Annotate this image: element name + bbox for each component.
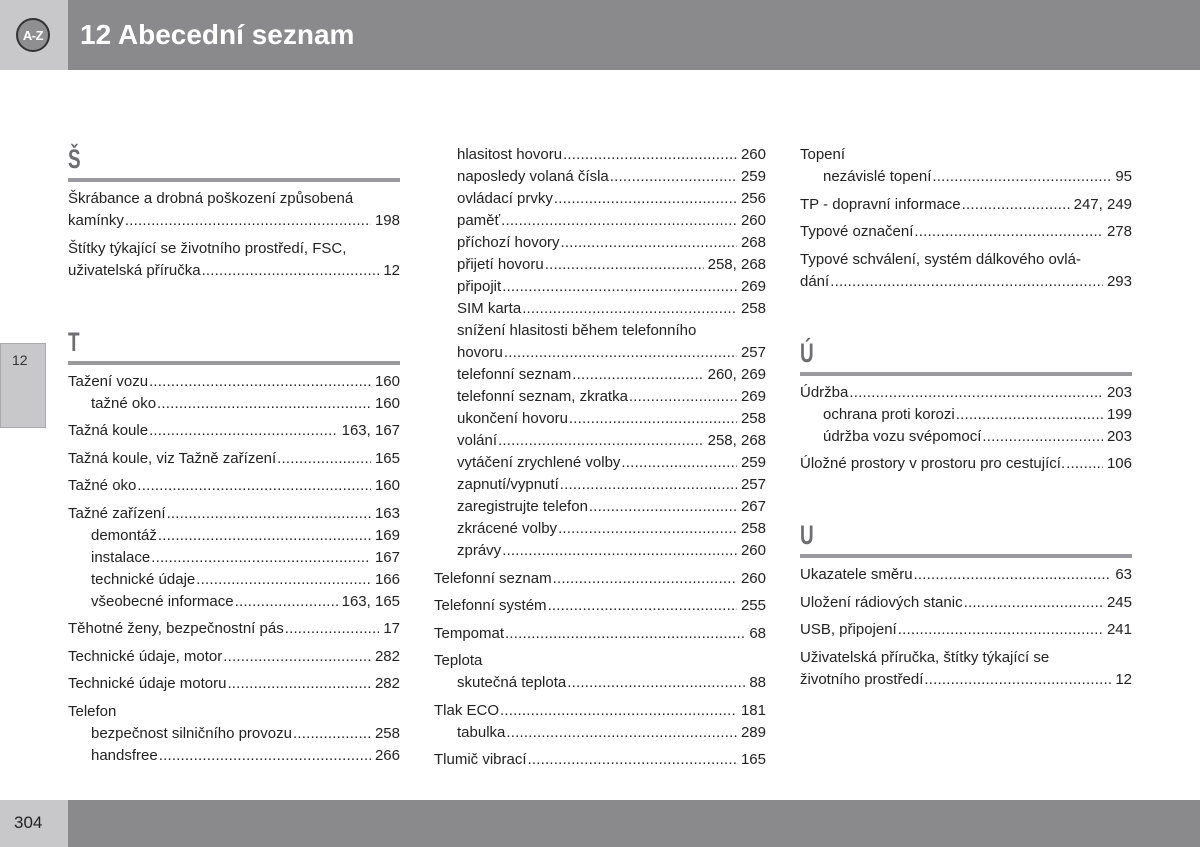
entry-text: Uložení rádiových stanic <box>800 593 963 611</box>
page-reference[interactable]: 257 <box>740 476 766 493</box>
dot-leader <box>157 393 371 415</box>
entry-text: dání <box>800 272 830 290</box>
page-reference[interactable]: 160 <box>374 477 400 494</box>
entry-text: tažné oko <box>91 394 157 412</box>
page-reference[interactable]: 266 <box>374 746 400 764</box>
page-reference[interactable]: 166 <box>374 570 400 588</box>
page-reference[interactable]: 167 <box>374 548 400 566</box>
index-entry <box>68 371 400 415</box>
entry-text: Škrábance a drobná poškození způsobená <box>68 190 354 207</box>
page-reference[interactable]: 169 <box>374 526 400 544</box>
index-line <box>434 568 766 590</box>
page-reference[interactable]: 258, 268 <box>707 256 766 273</box>
entry-text: Tažné zařízení <box>68 504 166 522</box>
page-reference[interactable]: 289 <box>740 723 766 741</box>
index-column-3 <box>800 144 1132 691</box>
page-reference[interactable]: 163, 167 <box>341 422 400 439</box>
entry-text: zaregistrujte telefon <box>457 498 588 515</box>
dot-leader <box>962 194 1070 216</box>
index-line <box>434 595 766 617</box>
dot-leader <box>830 271 1103 293</box>
entry-text: SIM karta <box>457 300 522 317</box>
dot-leader <box>964 592 1103 614</box>
page-reference[interactable]: 269 <box>740 388 766 405</box>
dot-leader <box>528 749 737 771</box>
dot-leader <box>554 188 737 210</box>
index-subentry <box>434 496 766 518</box>
entry-text: hovoru <box>457 344 503 361</box>
index-line <box>800 564 1132 586</box>
index-subentry <box>68 745 400 767</box>
page-reference[interactable]: 241 <box>1106 621 1132 638</box>
index-subentry <box>434 276 766 298</box>
entry-text: Tlumič vibrací <box>434 751 527 768</box>
index-entry <box>68 475 400 497</box>
chapter-number: 12 <box>12 352 28 368</box>
page-reference[interactable]: 199 <box>1106 405 1132 423</box>
entry-text: Telefon <box>68 702 117 720</box>
page-reference[interactable]: 260 <box>740 569 766 587</box>
page-reference[interactable]: 245 <box>1106 593 1132 611</box>
page-reference[interactable]: 88 <box>749 674 766 691</box>
index-line <box>800 194 1132 216</box>
entry-text: nezávislé topení <box>823 168 932 185</box>
index-line <box>68 673 400 695</box>
page-reference[interactable]: 260 <box>740 542 766 559</box>
index-line <box>434 749 766 771</box>
entry-text: Těhotné ženy, bezpečnostní pás <box>68 620 284 637</box>
dot-leader <box>500 700 737 722</box>
dot-leader <box>553 568 737 590</box>
entry-text: zkrácené volby <box>457 520 558 537</box>
index-subentry <box>434 254 766 276</box>
index-subentry <box>434 342 766 364</box>
page-reference[interactable]: 282 <box>374 675 400 692</box>
entry-text: bezpečnost silničního provozu <box>91 724 292 742</box>
dot-leader <box>235 591 338 613</box>
entry-text: Tempomat <box>434 624 505 642</box>
page-reference[interactable]: 267 <box>740 498 766 515</box>
entry-text: ovládací prvky <box>457 190 553 207</box>
dot-leader <box>293 723 371 745</box>
index-entry <box>800 194 1132 216</box>
page-reference[interactable]: 278 <box>1106 223 1132 240</box>
index-entry <box>800 564 1132 586</box>
dot-leader <box>223 646 371 668</box>
entry-text: technické údaje <box>91 570 196 588</box>
index-subentry <box>434 364 766 386</box>
index-line <box>800 271 1132 293</box>
dot-leader <box>149 420 338 442</box>
entry-text: Technické údaje motoru <box>68 675 227 692</box>
dot-leader <box>932 166 1111 188</box>
dot-leader <box>502 276 737 298</box>
entry-text: skutečná teplota <box>457 674 567 691</box>
index-entry <box>68 673 400 695</box>
dot-leader <box>227 673 371 695</box>
page-number: 304 <box>14 813 43 832</box>
entry-text: přijetí hovoru <box>457 256 544 273</box>
page-reference[interactable]: 260, 269 <box>707 366 766 383</box>
index-entry <box>800 382 1132 448</box>
index-entry <box>434 749 766 771</box>
index-line <box>800 619 1132 641</box>
index-line <box>800 647 1132 669</box>
index-subentry <box>434 408 766 430</box>
index-entry <box>68 618 400 640</box>
divider <box>800 372 1132 376</box>
dot-leader <box>561 232 737 254</box>
letter-heading <box>800 520 1132 564</box>
dot-leader <box>522 298 737 320</box>
page-reference[interactable]: 163 <box>374 504 400 522</box>
dot-leader <box>277 448 371 470</box>
dot-leader <box>569 408 737 430</box>
dot-leader <box>502 540 737 562</box>
page-reference[interactable]: 160 <box>374 394 400 412</box>
entry-text: Údržba <box>800 383 849 401</box>
index-line <box>68 420 400 442</box>
index-entry <box>800 249 1132 293</box>
page-reference[interactable]: 259 <box>740 168 766 185</box>
dot-leader <box>159 745 371 767</box>
index-entry <box>68 238 400 282</box>
dot-leader <box>196 569 371 591</box>
index-line <box>68 371 400 393</box>
dot-leader <box>505 623 745 645</box>
index-subentry <box>434 298 766 320</box>
dot-leader <box>572 364 703 386</box>
dot-leader <box>629 386 737 408</box>
entry-text: telefonní seznam <box>457 366 572 383</box>
letter: Š <box>68 144 81 174</box>
dot-leader <box>545 254 704 276</box>
page-reference[interactable]: 165 <box>740 751 766 768</box>
index-entry <box>800 453 1132 475</box>
entry-text: snížení hlasitosti během telefonního <box>457 322 697 339</box>
page-reference[interactable]: 256 <box>740 190 766 207</box>
entry-text: zprávy <box>457 542 502 559</box>
index-line <box>800 382 1132 404</box>
page-title: 12 Abecední seznam <box>80 19 355 50</box>
index-entry <box>434 650 766 694</box>
index-line <box>434 700 766 722</box>
entry-text: telefonní seznam, zkratka <box>457 388 628 405</box>
page-reference[interactable]: 68 <box>749 624 766 642</box>
page-reference[interactable]: 12 <box>1115 670 1132 688</box>
entry-text: Uživatelská příručka, štítky týkající se <box>800 648 1050 666</box>
dot-leader <box>137 475 371 497</box>
divider <box>68 361 400 365</box>
index-subentry <box>800 404 1132 426</box>
index-subentry <box>434 386 766 408</box>
dot-leader <box>621 452 737 474</box>
entry-text: ochrana proti korozi <box>823 405 955 423</box>
entry-text: paměť <box>457 212 501 229</box>
dot-leader <box>914 564 1112 586</box>
page-reference[interactable]: 12 <box>383 261 400 279</box>
index-line <box>68 188 400 210</box>
entry-text: instalace <box>91 548 151 566</box>
entry-text: TP - dopravní informace <box>800 195 961 213</box>
dot-leader <box>149 371 371 393</box>
index-entry <box>68 188 400 232</box>
entry-text: vytáčení zrychlené volby <box>457 454 621 471</box>
index-line <box>68 238 400 260</box>
index-subentry <box>434 430 766 452</box>
header-tab <box>0 0 68 70</box>
dot-leader <box>849 382 1103 404</box>
page-reference[interactable]: 181 <box>740 701 766 719</box>
index-line <box>68 475 400 497</box>
page-reference[interactable]: 260 <box>740 146 766 163</box>
dot-leader <box>498 430 704 452</box>
index-subentry <box>68 525 400 547</box>
page-reference[interactable]: 259 <box>740 454 766 471</box>
page-reference[interactable]: 165 <box>374 449 400 467</box>
index-line <box>800 592 1132 614</box>
index-subentry <box>434 320 766 342</box>
index-entry <box>68 448 400 470</box>
footer-bar <box>68 800 1200 847</box>
index-entry <box>434 568 766 590</box>
page-reference[interactable]: 269 <box>740 278 766 295</box>
index-entry <box>434 700 766 744</box>
index-subentry <box>800 426 1132 448</box>
entry-text: Typové označení <box>800 223 914 240</box>
dot-leader <box>125 210 371 232</box>
index-line <box>68 618 400 640</box>
index-column-2 <box>434 144 766 771</box>
entry-text: zapnutí/vypnutí <box>457 476 559 493</box>
index-line <box>800 453 1132 475</box>
letter-heading <box>68 327 400 371</box>
entry-text: Topení <box>800 146 846 163</box>
entry-text: Tažná koule, viz Tažně zařízení <box>68 449 277 467</box>
page-reference[interactable]: 258 <box>740 300 766 317</box>
index-line <box>68 646 400 668</box>
divider <box>800 554 1132 558</box>
index-subentry <box>434 166 766 188</box>
index-subentry <box>434 518 766 540</box>
page-reference[interactable]: 17 <box>383 620 400 637</box>
dot-leader <box>167 503 371 525</box>
entry-text: Typové schválení, systém dálkového ovlá- <box>800 250 1081 268</box>
index-subentry <box>434 722 766 744</box>
index-subentry <box>68 723 400 745</box>
page-reference[interactable]: 258 <box>374 724 400 742</box>
page-reference[interactable]: 268 <box>740 234 766 251</box>
entry-text: ukončení hovoru <box>457 410 568 427</box>
dot-leader <box>548 595 737 617</box>
dot-leader <box>506 722 737 744</box>
chapter-tab <box>0 343 46 428</box>
entry-text: Štítky týkající se životního prostředí, FSC, <box>68 239 347 257</box>
dot-leader <box>956 404 1103 426</box>
entry-text: Tlak ECO <box>434 701 500 719</box>
entry-text: připojit <box>457 278 502 295</box>
entry-text: Tažná koule <box>68 422 149 439</box>
page-reference[interactable]: 255 <box>740 597 766 614</box>
page-reference[interactable]: 163, 165 <box>341 592 400 610</box>
dot-leader <box>202 260 380 282</box>
index-entry <box>434 144 766 562</box>
page-reference[interactable]: 160 <box>374 372 400 390</box>
entry-text: Ukazatele směru <box>800 566 913 583</box>
page-reference[interactable]: 106 <box>1106 455 1132 472</box>
index-subentry <box>68 591 400 613</box>
dot-leader <box>563 144 737 166</box>
entry-text: Telefonní seznam <box>434 569 552 587</box>
entry-text: příchozí hovory <box>457 234 560 251</box>
page-reference[interactable]: 203 <box>1106 383 1132 401</box>
entry-text: demontáž <box>91 526 157 544</box>
index-line <box>68 503 400 525</box>
entry-text: hlasitost hovoru <box>457 146 563 163</box>
letter: T <box>68 326 80 357</box>
letter-heading <box>800 338 1132 382</box>
index-line <box>68 260 400 282</box>
page-reference[interactable]: 293 <box>1106 272 1132 290</box>
index-line <box>68 701 400 723</box>
letter: U <box>800 520 814 550</box>
index-line <box>800 249 1132 271</box>
entry-text: handsfree <box>91 746 158 764</box>
dot-leader <box>1066 453 1103 475</box>
index-subentry <box>434 474 766 496</box>
dot-leader <box>589 496 737 518</box>
page-reference[interactable]: 258, 268 <box>707 432 766 449</box>
index-column-1 <box>68 144 400 767</box>
index-entry <box>68 646 400 668</box>
index-entry <box>68 503 400 613</box>
index-subentry <box>434 452 766 474</box>
dot-leader <box>982 426 1103 448</box>
entry-text: USB, připojení <box>800 621 897 638</box>
index-subentry <box>434 672 766 694</box>
dot-leader <box>567 672 745 694</box>
page-reference[interactable]: 198 <box>374 212 400 229</box>
index-subentry <box>68 393 400 415</box>
dot-leader <box>285 618 380 640</box>
entry-text: údržba vozu svépomocí <box>823 427 982 445</box>
entry-text: Telefonní systém <box>434 597 547 614</box>
page-reference[interactable]: 258 <box>740 520 766 537</box>
index-line <box>434 650 766 672</box>
index-subentry <box>68 547 400 569</box>
index-subentry <box>434 540 766 562</box>
dot-leader <box>558 518 737 540</box>
index-entry <box>68 420 400 442</box>
index-entry <box>68 701 400 767</box>
index-entry <box>800 619 1132 641</box>
entry-text: všeobecné informace <box>91 592 234 610</box>
page-reference[interactable]: 282 <box>374 647 400 665</box>
page-reference[interactable]: 203 <box>1106 427 1132 445</box>
index-entry <box>434 595 766 617</box>
dot-leader <box>501 210 737 232</box>
index-subentry <box>434 232 766 254</box>
entry-text: Tažné oko <box>68 477 137 494</box>
index-entry <box>800 647 1132 691</box>
dot-leader <box>158 525 371 547</box>
entry-text: volání <box>457 432 498 449</box>
page-reference[interactable]: 257 <box>740 344 766 361</box>
index-line <box>800 144 1132 166</box>
letter: Ú <box>800 337 814 368</box>
index-line <box>800 669 1132 691</box>
entry-text: Tažení vozu <box>68 372 149 390</box>
page-reference[interactable]: 63 <box>1115 566 1132 583</box>
index-subentry <box>434 188 766 210</box>
divider <box>68 178 400 182</box>
index-entry <box>800 144 1132 188</box>
dot-leader <box>610 166 737 188</box>
dot-leader <box>914 221 1103 243</box>
dot-leader <box>151 547 371 569</box>
page-reference[interactable]: 258 <box>740 410 766 427</box>
index-line <box>68 210 400 232</box>
index-entry <box>800 592 1132 614</box>
a-z-icon: A-Z <box>16 18 50 52</box>
index-subentry <box>800 166 1132 188</box>
dot-leader <box>560 474 737 496</box>
page-reference[interactable]: 260 <box>740 212 766 229</box>
entry-text: Teplota <box>434 652 483 669</box>
entry-text: tabulka <box>457 723 506 741</box>
entry-text: kamínky <box>68 212 124 229</box>
letter-heading <box>68 144 400 188</box>
entry-text: Technické údaje, motor <box>68 647 223 665</box>
index-line <box>68 448 400 470</box>
page-reference[interactable]: 95 <box>1115 168 1132 185</box>
index-subentry <box>68 569 400 591</box>
index-subentry <box>434 144 766 166</box>
index-entry <box>800 221 1132 243</box>
entry-text: uživatelská příručka <box>68 261 201 279</box>
index-entry <box>434 623 766 645</box>
entry-text: Úložné prostory v prostoru pro cestující. <box>800 455 1066 472</box>
dot-leader <box>924 669 1111 691</box>
index-subentry <box>434 210 766 232</box>
dot-leader <box>898 619 1103 641</box>
index-line <box>800 221 1132 243</box>
entry-text: životního prostředí <box>800 670 924 688</box>
page-reference[interactable]: 247, 249 <box>1073 195 1132 213</box>
dot-leader <box>504 342 737 364</box>
index-line <box>434 623 766 645</box>
entry-text: naposledy volaná čísla <box>457 168 609 185</box>
